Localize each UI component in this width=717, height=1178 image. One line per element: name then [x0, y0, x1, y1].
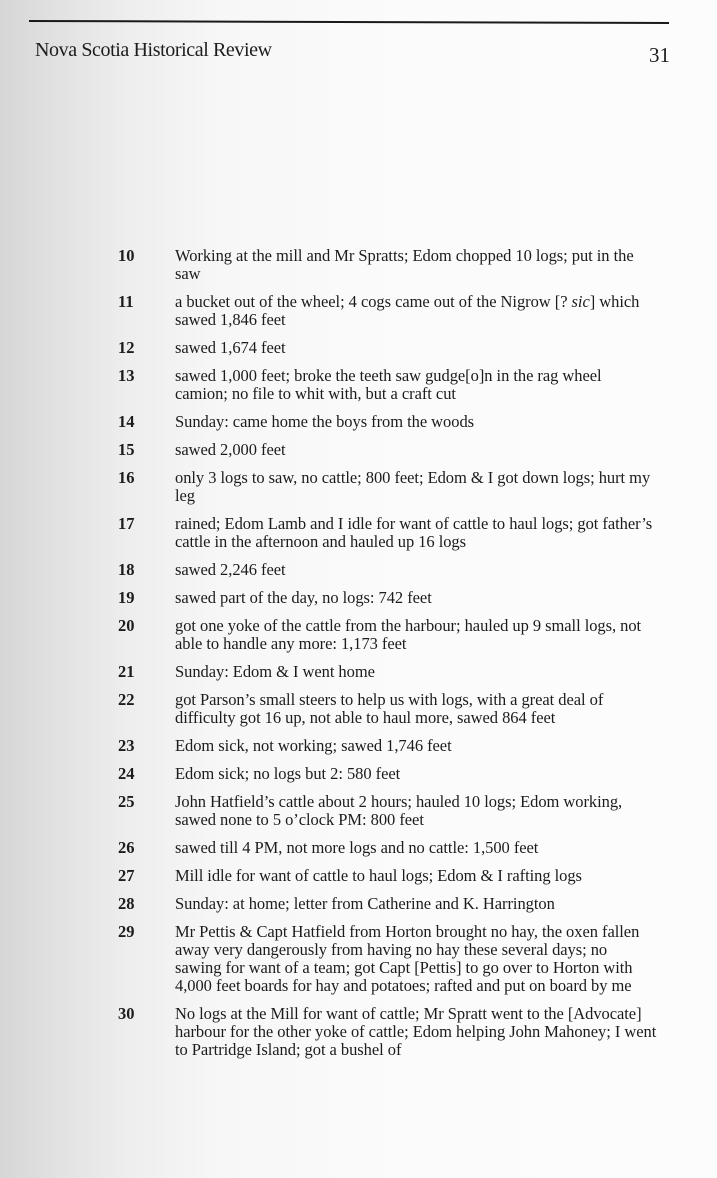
diary-entry [117, 923, 657, 995]
entry-text: sawed part of the day, no logs: 742 feet [175, 588, 432, 607]
entry-day: 22 [118, 690, 135, 709]
diary-entry [117, 247, 657, 283]
diary-entry [117, 895, 657, 913]
entry-day: 10 [118, 246, 135, 265]
entry-text: rained; Edom Lamb and I idle for want of cattle to haul logs; got father’s cattle in the afternoon and hauled up 16 logs [175, 514, 653, 551]
sic-annotation: sic [571, 292, 590, 311]
diary-entry [117, 691, 657, 727]
diary-entry [117, 413, 657, 431]
entry-text: Edom sick; no logs but 2: 580 feet [175, 764, 401, 783]
diary-entry [117, 839, 657, 857]
entry-day: 20 [118, 616, 135, 635]
entry-day: 28 [118, 894, 135, 913]
diary-entry [117, 867, 657, 885]
entry-text: sawed 2,246 feet [175, 560, 286, 579]
entry-day: 21 [118, 662, 135, 681]
diary-entry [117, 737, 657, 755]
diary-entry [117, 367, 657, 403]
entry-text: John Hatfield’s cattle about 2 hours; hauled 10 logs; Edom working, sawed none to 5 o’clock PM: 800 feet [175, 792, 623, 829]
diary-entry [117, 441, 657, 459]
diary-entry [117, 765, 657, 783]
entry-text-part: a bucket out of the wheel; 4 cogs came out of the Nigrow [? [175, 292, 572, 311]
entry-day: 27 [118, 866, 135, 885]
entry-day: 23 [118, 736, 135, 755]
entry-text: No logs at the Mill for want of cattle; Mr Spratt went to the [Advocate] harbour for the other yoke of cattle; Edom helping John Mahoney; I went to Partridge Island; got a bushel of [175, 1004, 657, 1059]
entry-text: only 3 logs to saw, no cattle; 800 feet; Edom & I got down logs; hurt my leg [175, 468, 651, 505]
entry-day: 11 [118, 292, 134, 311]
diary-entry [117, 515, 657, 551]
entry-text: Working at the mill and Mr Spratts; Edom chopped 10 logs; put in the saw [175, 246, 634, 283]
entry-day: 29 [118, 922, 135, 941]
diary-entry [117, 589, 657, 607]
diary-entry [117, 793, 657, 829]
entry-day: 16 [118, 468, 135, 487]
entry-day: 25 [118, 792, 135, 811]
entry-day: 12 [118, 338, 135, 357]
diary-entry [117, 293, 657, 329]
diary-entry [117, 617, 657, 653]
header-rule [29, 20, 669, 24]
diary-entry [117, 561, 657, 579]
page-number: 31 [649, 43, 670, 67]
entry-day: 13 [118, 366, 135, 385]
entry-text: got Parson’s small steers to help us with logs, with a great deal of difficulty got 16 up, not able to haul more, sawed 864 feet [175, 690, 604, 727]
entry-day: 24 [118, 764, 135, 783]
entry-text-part: ] which sawed 1,846 feet [175, 292, 640, 329]
entry-text [175, 293, 657, 329]
entry-text: sawed till 4 PM, not more logs and no cattle: 1,500 feet [175, 838, 539, 857]
entry-text: Edom sick, not working; sawed 1,746 feet [175, 736, 452, 755]
entry-day: 19 [118, 588, 135, 607]
diary-entry [117, 469, 657, 505]
entry-day: 17 [118, 514, 135, 533]
entry-day: 14 [118, 412, 135, 431]
diary-entry [117, 663, 657, 681]
entry-text: sawed 1,674 feet [175, 338, 286, 357]
entry-text: Mill idle for want of cattle to haul logs; Edom & I rafting logs [175, 866, 582, 885]
diary-entry [117, 339, 657, 357]
entry-text: sawed 1,000 feet; broke the teeth saw gudge[o]n in the rag wheel camion; no file to whit with, but a craft cut [175, 366, 602, 403]
entry-text: Mr Pettis & Capt Hatfield from Horton brought no hay, the oxen fallen away very dangerously from having no hay these several days; no sawing for want of a team; got Capt [Pettis] to go over to Horton with 4,000 feet boards for hay and potatoes; rafted and put on board by me [175, 922, 640, 995]
entry-day: 30 [118, 1004, 135, 1023]
entry-text: Sunday: at home; letter from Catherine and K. Harrington [175, 894, 555, 913]
entry-text: Sunday: came home the boys from the woods [175, 412, 475, 431]
running-head-journal-title: Nova Scotia Historical Review [35, 39, 272, 61]
entry-day: 26 [118, 838, 135, 857]
entry-day: 18 [118, 560, 135, 579]
entry-text: Sunday: Edom & I went home [175, 662, 375, 681]
entry-day: 15 [118, 440, 135, 459]
entry-text: got one yoke of the cattle from the harbour; hauled up 9 small logs, not able to handle any more: 1,173 feet [175, 616, 642, 653]
entry-text: sawed 2,000 feet [175, 440, 286, 459]
diary-entries [117, 247, 657, 1069]
diary-entry [117, 1005, 657, 1059]
